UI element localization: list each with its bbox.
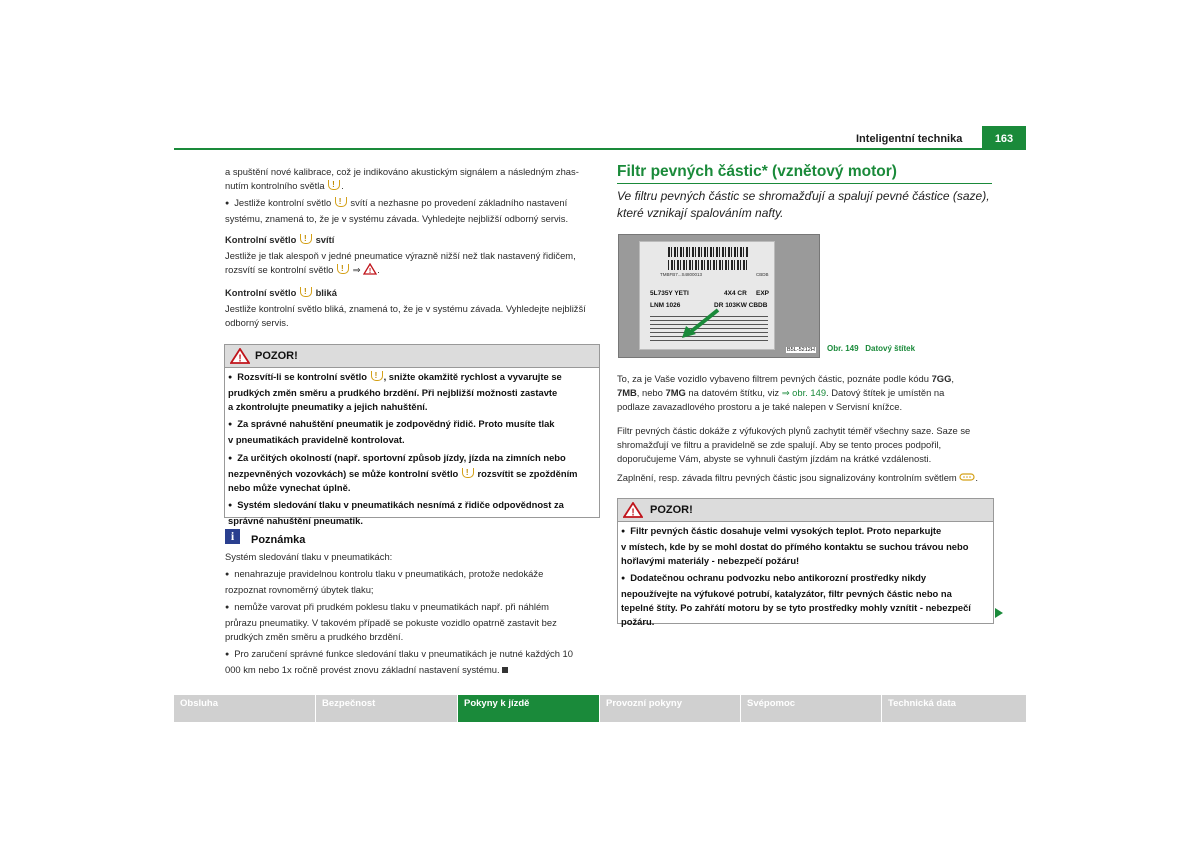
- title-rule: [617, 183, 992, 184]
- section-text: [225, 302, 600, 330]
- paragraph: [617, 424, 997, 466]
- paragraph-text: , nebo: [636, 387, 663, 398]
- lead-line: které vznikají spalováním nafty.: [617, 205, 784, 220]
- paragraph-text: podlaze zavazadlového prostoru a je také nalepen v Servisní knížce.: [617, 401, 903, 412]
- plate-line: CBDB: [756, 272, 769, 277]
- plate-line: EXP: [756, 290, 770, 297]
- paragraph-text: Filtr pevných částic dokáže z výfukových plynů zachytit téměř všechny saze. Saze se: [617, 425, 971, 436]
- heading-text: svítí: [315, 234, 335, 245]
- plate-line: DR 103KW CBDB: [714, 302, 768, 309]
- continue-arrow-icon: [995, 608, 1003, 618]
- warning-triangle-icon: [230, 348, 250, 364]
- intro-line2: nutím kontrolního světla: [225, 180, 325, 191]
- lead-text: [617, 188, 997, 221]
- warning-line: prudkých změn směru a prudkého brzdění. Při nejbližší možnosti zastavte: [228, 386, 558, 398]
- warning-line: Dodatečnou ochranu podvozku nebo antikorozní prostředky nikdy: [630, 572, 927, 584]
- warning-line: , snižte okamžitě rychlost a vyvarujte se: [383, 371, 562, 382]
- code-7mb: 7MB: [617, 387, 637, 398]
- intro-line1: a spuštění nové kalibrace, což je indikováno akustickým signálem a následným zhas-: [225, 166, 579, 177]
- note-icon: i: [225, 529, 240, 544]
- section-line: Jestliže je tlak alespoň v jedné pneumatice výrazně nižší než tlak nastavený řidičem,: [225, 250, 576, 261]
- figure-caption: [827, 344, 915, 353]
- figure-code: B5L-5212H: [787, 347, 815, 353]
- warning-line: Za správné nahuštění pneumatik je zodpovědný řidič. Proto musíte tlak: [237, 418, 555, 430]
- warning-line: Rozsvítí-li se kontrolní světlo: [237, 371, 367, 382]
- svg-text:!: !: [238, 353, 242, 364]
- plate-line: 4X4 CR: [724, 290, 747, 297]
- paragraph-text: Zaplnění, resp. závada filtru pevných částic jsou signalizovány kontrolním světlem: [617, 472, 957, 483]
- tab-svepomoc[interactable]: [741, 695, 881, 722]
- barcode: [668, 260, 748, 270]
- tpms-warning-icon: [337, 264, 349, 274]
- figure-data-plate: [618, 234, 820, 358]
- heading-text: Kontrolní světlo: [225, 234, 297, 245]
- heading-text: Kontrolní světlo: [225, 287, 297, 298]
- warning-line: a zkontrolujte pneumatiky a jejich nahuštění.: [228, 400, 428, 412]
- section-text: Jestliže je tlak alespoň v jedné pneumatice výrazně nižší než tlak nastavený řidičem, rozsvítí se kontrolní světlo ! ⇒ ! .: [225, 249, 600, 277]
- tpms-warning-icon: [335, 197, 347, 207]
- warning-body: [621, 524, 991, 629]
- section-line: rozsvítí se kontrolní světlo: [225, 264, 334, 275]
- caption-text: Datový štítek: [865, 344, 916, 353]
- warning-line: nebo může vynechat úplně.: [228, 481, 351, 493]
- bullet1-text-b: svítí a nezhasne po provedení základního nastavení: [350, 197, 568, 208]
- warning-line: rozsvítit se zpožděním: [477, 467, 578, 479]
- warning-header: [618, 499, 993, 522]
- note-line: nemůže varovat při prudkém poklesu tlaku v pneumatikách např. při náhlém: [234, 601, 549, 612]
- end-mark-icon: [502, 667, 508, 673]
- warning-line: hořlavými materiály - nebezpečí požáru!: [621, 554, 800, 566]
- warning-triangle-icon: [623, 502, 643, 518]
- plate-line: LNM 1026: [650, 302, 681, 309]
- warning-line: Filtr pevných částic dosahuje velmi vysokých teplot. Proto neparkujte: [630, 525, 942, 536]
- bullet1-text-a: Jestliže kontrolní světlo: [234, 197, 332, 208]
- tab-bezpecnost[interactable]: [316, 695, 457, 722]
- note-line: průrazu pneumatiky. V takovém případě se pokuste vozidlo opatrně zastavit bez: [225, 617, 557, 628]
- paragraph: To, za je Vaše vozidlo vybaveno filtrem pevných částic, poznáte podle kódu 7GG, 7MB, nebo 7MG na datovém štítku, viz ⇒ obr. 149. Datový štítek je umístěn na podlaze zavazadlového prostoru a je také nalepen v Servisní knížce.: [617, 372, 997, 414]
- warning-line: v místech, kde by se mohl dostat do přímého kontaktu se suchou trávou nebo: [621, 540, 969, 552]
- section-line: odborný servis.: [225, 317, 289, 328]
- tpms-warning-icon: [300, 287, 312, 297]
- paragraph-text: na datovém štítku, viz: [688, 387, 780, 398]
- warning-triangle-icon: [363, 263, 377, 275]
- dpf-warning-light-icon: [959, 473, 975, 481]
- paragraph-text: . Datový štítek je umístěn na: [826, 387, 945, 398]
- warning-title: POZOR!: [255, 350, 298, 362]
- warning-line: požáru.: [621, 615, 655, 627]
- warning-line: správné nahuštění pneumatik.: [228, 515, 363, 527]
- paragraph: Zaplnění, resp. závada filtru pevných částic jsou signalizovány kontrolním světlem .: [617, 472, 978, 483]
- tab-label: Pokyny k jízdě: [464, 698, 530, 709]
- section-title: Inteligentní technika: [856, 133, 963, 145]
- warning-box: [224, 344, 600, 527]
- tpms-warning-icon: [371, 371, 383, 381]
- data-plate-label: [639, 241, 775, 350]
- pointer-arrow-icon: [680, 308, 720, 340]
- barcode: [668, 247, 748, 257]
- caption-number: Obr. 149: [827, 344, 859, 353]
- intro-text: a spuštění nové kalibrace, což je indikováno akustickým signálem a následným zhas- nutím kontrolního světla ! .: [225, 165, 600, 193]
- tpms-warning-icon: [300, 234, 312, 244]
- tab-label: Provozní pokyny: [606, 698, 683, 709]
- right-title: Filtr pevných částic* (vznětový motor): [617, 163, 897, 180]
- note-line: Pro zaručení správné funkce sledování tlaku v pneumatikách je nutné každých 10: [234, 648, 573, 659]
- warning-title: POZOR!: [650, 504, 693, 516]
- tab-label: Bezpečnost: [322, 698, 376, 709]
- tab-label: Obsluha: [180, 698, 219, 709]
- code-7mg: 7MG: [665, 387, 686, 398]
- page-number-badge: [982, 126, 1026, 148]
- tab-obsluha[interactable]: [174, 695, 315, 722]
- plate-line: TMBFB7...S4800013: [660, 272, 703, 277]
- paragraph-text: To, za je Vaše vozidlo vybaveno filtrem pevných částic, poznáte podle kódu: [617, 373, 929, 384]
- note-line: rozpoznat rovnoměrný úbytek tlaku;: [225, 584, 374, 595]
- note-line: nenahrazuje pravidelnou kontrolu tlaku v pneumatikách, protože nedokáže: [234, 568, 544, 579]
- svg-text:!: !: [631, 507, 635, 518]
- tab-technicka-data[interactable]: [882, 695, 1026, 722]
- note-body: [225, 550, 600, 677]
- warning-line: tepelné štíty. Po zahřátí motoru by se tyto prostředky mohly vznítit - nebezpečí: [621, 601, 971, 613]
- note-title: Poznámka: [251, 534, 306, 546]
- lead-line: Ve filtru pevných částic se shromažďují a spalují pevné částice (saze),: [617, 189, 990, 203]
- bullet1-text-c: systému, znamená to, že je v systému závada. Vyhledejte nejbližší odborný servis.: [225, 213, 569, 224]
- plate-line: 5L735Y YETI: [650, 290, 689, 297]
- warning-line: Systém sledování tlaku v pneumatikách nesnímá z řidiče odpovědnost za: [237, 499, 564, 511]
- note-intro: Systém sledování tlaku v pneumatikách:: [225, 551, 393, 562]
- page-number: 163: [994, 133, 1014, 145]
- paragraph-text: shromažďují ve filtru a pravidelně se zde spalují. Aby se tento proces podpořil,: [617, 439, 942, 450]
- warning-line: Za určitých okolností (např. sportovní způsob jízdy, jízda na zimních nebo: [237, 451, 566, 463]
- warning-body: [228, 370, 598, 528]
- tpms-warning-icon: [328, 180, 340, 190]
- warning-header: [225, 345, 599, 368]
- heading-text: bliká: [315, 287, 337, 298]
- code-7gg: 7GG: [931, 373, 952, 384]
- tab-label: Technická data: [888, 698, 956, 709]
- section-heading: [225, 233, 334, 247]
- tab-label: Svépomoc: [747, 698, 796, 709]
- warning-line: nepoužívejte na výfukové potrubí, katalyzátor, filtr pevných částic nebo na: [621, 588, 952, 600]
- paragraph-text: doporučujeme Vám, abyste se vyhnuli častým jízdám na krátké vzdálenosti.: [617, 453, 932, 464]
- section-line: Jestliže kontrolní světlo bliká, znamená to, že je v systému závada. Vyhledejte nejbližší: [225, 303, 586, 314]
- tpms-warning-icon: [462, 468, 474, 478]
- header-rule: [174, 148, 1026, 150]
- note-line: 000 km nebo 1x ročně provést znovu základní nastavení systému.: [225, 664, 500, 675]
- tab-pokyny-k-jizde[interactable]: [458, 695, 599, 722]
- svg-text:!: !: [368, 268, 372, 275]
- section-heading: [225, 286, 337, 300]
- warning-line: v pneumatikách pravidelně kontrolovat.: [228, 434, 405, 446]
- warning-line: nezpevněných vozovkách) se může kontrolní světlo: [228, 467, 459, 479]
- warning-box: [617, 498, 994, 627]
- bullet-item: [225, 196, 600, 226]
- note-line: prudkých změn směru a prudkého brzdění.: [225, 631, 404, 642]
- tab-provozni-pokyny[interactable]: [600, 695, 740, 722]
- figure-link[interactable]: ⇒ obr. 149: [781, 387, 827, 398]
